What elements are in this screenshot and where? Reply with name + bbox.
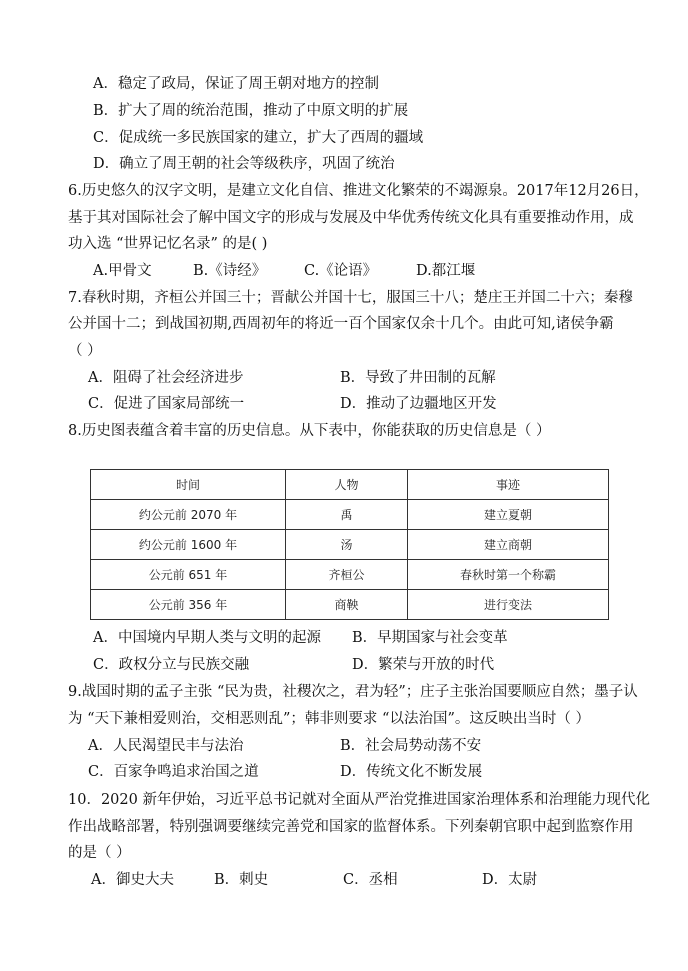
q7-option-d[interactable]: D．推动了边疆地区开发	[340, 396, 497, 412]
table-header-time: 时间	[91, 470, 286, 500]
table-cell: 商鞅	[286, 590, 408, 620]
q6-option-c[interactable]: C.《论语》	[304, 263, 378, 279]
table-cell: 汤	[286, 530, 408, 560]
q5-option-b[interactable]: B．扩大了周的统治范围，推动了中原文明的扩展	[93, 103, 409, 119]
q5-option-c[interactable]: C．促成统一多民族国家的建立，扩大了西周的疆域	[93, 130, 424, 146]
table-cell: 春秋时第一个称霸	[408, 560, 609, 590]
q7-option-a[interactable]: A．阻碍了社会经济进步	[88, 370, 244, 386]
table-cell: 进行变法	[408, 590, 609, 620]
q7-stem-line-2: 公并国十二；到战国初期,西周初年的将近一百个国家仅余十几个。由此可知,诸侯争霸	[68, 316, 614, 332]
q8-option-c[interactable]: C．政权分立与民族交融	[93, 657, 250, 673]
table-row	[91, 560, 609, 590]
table-header-row	[91, 470, 609, 500]
table-row	[91, 530, 609, 560]
table-cell: 禹	[286, 500, 408, 530]
q6-stem-line-2: 基于其对国际社会了解中国文字的形成与发展及中华优秀传统文化具有重要推动作用，成	[68, 210, 634, 226]
q10-stem-line-2: 作出战略部署，特别强调要继续完善党和国家的监督体系。下列秦朝官职中起到监察作用	[68, 819, 634, 835]
q9-stem-line-2: 为 “天下兼相爱则治，交相恶则乱”；韩非则要求 “以法治国”。这反映出当时（ ）	[68, 711, 590, 727]
q10-option-c[interactable]: C．丞相	[343, 872, 398, 888]
q10-option-a[interactable]: A．御史大夫	[91, 872, 174, 888]
table-cell: 建立商朝	[408, 530, 609, 560]
table-cell: 公元前 651 年	[91, 560, 286, 590]
q7-stem-line-1: 7.春秋时期，齐桓公并国三十；晋献公并国十七，服国三十八；楚庄王并国二十六；秦穆	[68, 290, 633, 306]
q10-option-d[interactable]: D．太尉	[482, 872, 538, 888]
history-table	[90, 469, 609, 620]
table-row	[91, 590, 609, 620]
table-cell: 齐桓公	[286, 560, 408, 590]
table-header-person: 人物	[286, 470, 408, 500]
q5-option-a[interactable]: A．稳定了政局，保证了周王朝对地方的控制	[93, 76, 379, 92]
q10-stem-line-3: 的是（ ）	[68, 845, 131, 861]
q6-option-b[interactable]: B.《诗经》	[193, 263, 267, 279]
table-cell: 建立夏朝	[408, 500, 609, 530]
q6-stem-line-1: 6.历史悠久的汉字文明，是建立文化自信、推进文化繁荣的不竭源泉。2017年12月26日，	[68, 183, 649, 199]
q8-option-a[interactable]: A．中国境内早期人类与文明的起源	[93, 630, 321, 646]
table-cell: 约公元前 2070 年	[91, 500, 286, 530]
q10-option-b[interactable]: B．刺史	[214, 872, 269, 888]
q5-option-d[interactable]: D．确立了周王朝的社会等级秩序，巩固了统治	[93, 156, 395, 172]
q10-stem-line-1: 10．2020 新年伊始，习近平总书记就对全面从严治党推进国家治理体系和治理能力现代化	[68, 792, 650, 808]
q9-option-a[interactable]: A．人民渴望民丰与法治	[88, 738, 244, 754]
q9-option-d[interactable]: D．传统文化不断发展	[340, 764, 483, 780]
table-cell: 约公元前 1600 年	[91, 530, 286, 560]
q9-option-b[interactable]: B．社会局势动荡不安	[340, 738, 482, 754]
q8-option-b[interactable]: B．早期国家与社会变革	[352, 630, 508, 646]
q8-stem: 8.历史图表蕴含着丰富的历史信息。从下表中，你能获取的历史信息是（ ）	[68, 423, 551, 439]
q6-option-a[interactable]: A.甲骨文	[93, 263, 152, 279]
q7-stem-line-3: （ ）	[68, 343, 102, 359]
q6-stem-line-3: 功入选 “世界记忆名录” 的是( )	[68, 236, 268, 252]
q8-option-d[interactable]: D．繁荣与开放的时代	[352, 657, 495, 673]
q9-stem-line-1: 9.战国时期的孟子主张 “民为贵，社稷次之，君为轻”；庄子主张治国要顺应自然；墨子认	[68, 684, 638, 700]
table-row	[91, 500, 609, 530]
q7-option-b[interactable]: B．导致了井田制的瓦解	[340, 370, 496, 386]
q9-option-c[interactable]: C．百家争鸣追求治国之道	[88, 764, 259, 780]
table-cell: 公元前 356 年	[91, 590, 286, 620]
q6-option-d[interactable]: D.都江堰	[416, 263, 476, 279]
table-header-deed: 事迹	[408, 470, 609, 500]
q7-option-c[interactable]: C．促进了国家局部统一	[88, 396, 245, 412]
